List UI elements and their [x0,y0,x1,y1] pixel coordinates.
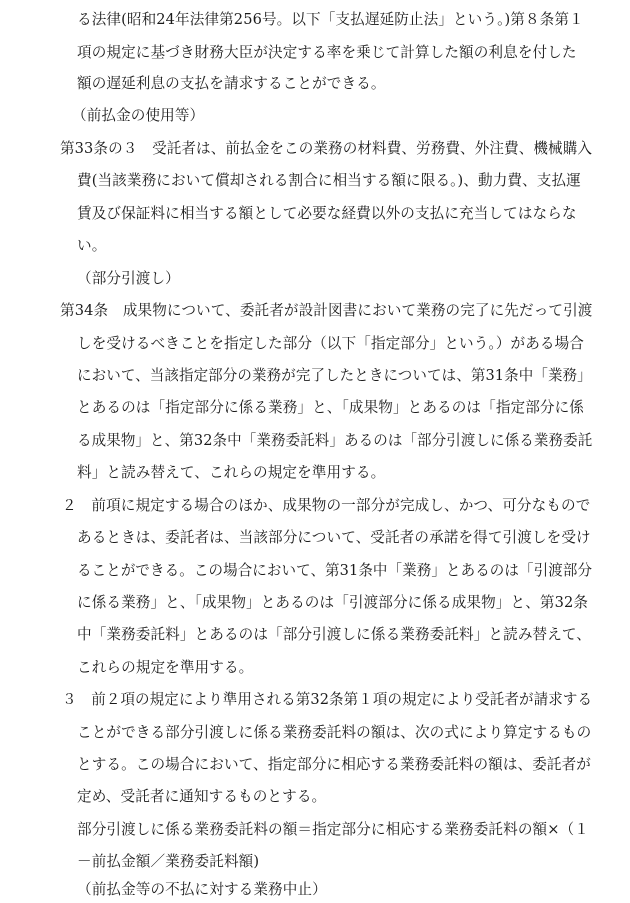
text-line: 定め、受託者に通知するものとする。 [77,788,327,805]
text-line: い。 [77,237,107,254]
text-line: とする。この場合において、指定部分に相応する業務委託料の額は、委託者が [77,756,591,773]
formula-line: －前払金額／業務委託料額) [77,853,260,870]
text-line: において、当該指定部分の業務が完了したときについては、第31条中「業務」 [77,367,592,384]
paragraph-first-line: ３ 前２項の規定により準用される第32条第１項の規定により受託者が請求する [62,691,593,708]
text-line: 料」と読み替えて、これらの規定を準用する。 [77,464,386,481]
text-line: 項の規定に基づき財務大臣が決定する率を乗じて計算した額の利息を付した [77,44,577,61]
paragraph-first-line: ２ 前項に規定する場合のほか、成果物の一部分が完成し、かつ、可分なもので [62,497,591,514]
text-line: 中「業務委託料」とあるのは「部分引渡しに係る業務委託料」と読み替えて、 [77,626,591,643]
article-first-line: 第33条の３ 受託者は、前払金をこの業務の材料費、労務費、外注費、機械購入 [60,140,593,157]
text-line: ることができる。この場合において、第31条中「業務」とあるのは「引渡部分 [77,562,593,579]
text-line: 費(当該業務において償却される割合に相当する額に限る。)、動力費、支払運 [77,172,581,189]
text-line: ことができる部分引渡しに係る業務委託料の額は、次の式により算定するもの [77,724,592,741]
section-heading: （部分引渡し） [77,270,180,287]
text-line: に係る業務」と、「成果物」とあるのは「引渡部分に係る成果物」と、第32条 [77,594,589,611]
text-line: る法律(昭和24年法律第256号。以下「支払遅延防止法」という。)第８条第１ [77,11,584,28]
article-first-line: 第34条 成果物について、委託者が設計図書において業務の完了に先だって引渡 [60,302,593,319]
formula-line: 部分引渡しに係る業務委託料の額＝指定部分に相応する業務委託料の額×（１ [77,821,589,838]
text-line: る成果物」と、第32条中「業務委託料」あるのは「部分引渡しに係る業務委託 [77,432,593,449]
text-line: しを受けるべきことを指定した部分（以下「指定部分」という。）がある場合 [77,335,584,352]
section-heading: （前払金等の不払に対する業務中止） [77,881,327,898]
text-line: とあるのは「指定部分に係る業務」と、「成果物」とあるのは「指定部分に係 [77,399,584,416]
text-line: あるときは、委託者は、当該部分について、受託者の承諾を得て引渡しを受け [77,529,591,546]
section-heading: （前払金の使用等） [72,107,205,124]
text-line: 額の遅延利息の支払を請求することができる。 [77,75,386,92]
text-line: これらの規定を準用する。 [77,659,254,676]
text-line: 賃及び保証料に相当する額として必要な経費以外の支払に充当してはならな [77,205,577,222]
